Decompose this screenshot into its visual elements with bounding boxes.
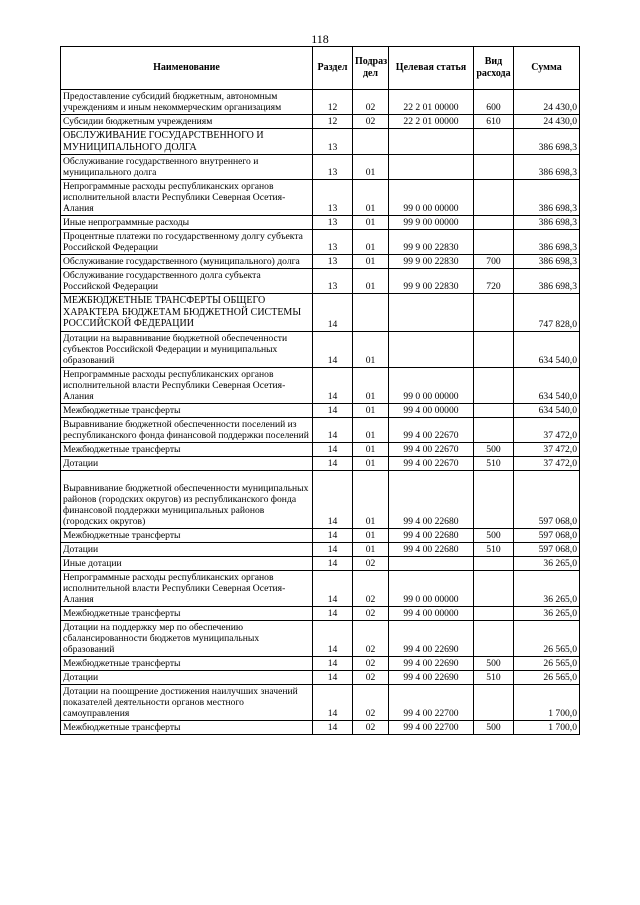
cell-name: Непрограммные расходы республиканских органов исполнительной власти Республики Северная Осетия-Алания [61,367,313,403]
cell-section: 13 [313,155,353,180]
cell-name: Межбюджетные трансферты [61,528,313,542]
cell-expense-type [474,230,514,255]
cell-target [389,294,474,332]
table-row [61,442,580,456]
cell-subsection: 01 [353,331,389,367]
cell-expense-type [474,129,514,155]
cell-target: 99 4 00 22700 [389,720,474,734]
cell-subsection: 02 [353,684,389,720]
header-section: Раздел [313,47,353,90]
header-name: Наименование [61,47,313,90]
cell-section: 13 [313,216,353,230]
cell-section: 14 [313,442,353,456]
cell-subsection: 01 [353,456,389,470]
cell-section: 12 [313,90,353,115]
cell-expense-type [474,294,514,332]
cell-target [389,129,474,155]
cell-expense-type [474,331,514,367]
cell-target: 99 0 00 00000 [389,570,474,606]
cell-expense-type: 500 [474,720,514,734]
table-row [61,670,580,684]
table-row [61,216,580,230]
cell-amount: 386 698,3 [514,255,580,269]
cell-name: Обслуживание государственного (муниципального) долга [61,255,313,269]
cell-name: Обслуживание государственного внутреннего и муниципального долга [61,155,313,180]
cell-name-text: Выравнивание бюджетной обеспеченности муниципальных районов (городских округов) из республиканского фонда финансовой поддержки муниципальных районов (городских округов) [63,482,309,527]
table-row [61,403,580,417]
cell-amount: 634 540,0 [514,367,580,403]
cell-amount: 37 472,0 [514,417,580,442]
cell-expense-type: 610 [474,115,514,129]
cell-subsection: 01 [353,269,389,294]
cell-amount: 37 472,0 [514,456,580,470]
table-row [61,456,580,470]
cell-subsection: 02 [353,90,389,115]
cell-expense-type [474,684,514,720]
cell-subsection: 01 [353,470,389,528]
cell-name: Субсидии бюджетным учреждениям [61,115,313,129]
cell-subsection: 01 [353,255,389,269]
table-row [61,684,580,720]
cell-subsection: 02 [353,115,389,129]
table-row [61,90,580,115]
cell-expense-type [474,417,514,442]
cell-name: Непрограммные расходы республиканских органов исполнительной власти Республики Северная Осетия-Алания [61,570,313,606]
table-row [61,269,580,294]
cell-amount: 26 565,0 [514,670,580,684]
cell-name: Дотации [61,456,313,470]
cell-expense-type [474,403,514,417]
cell-target: 99 4 00 22690 [389,656,474,670]
cell-expense-type [474,570,514,606]
cell-name: Дотации [61,542,313,556]
table-row [61,155,580,180]
cell-expense-type [474,180,514,216]
cell-subsection: 01 [353,155,389,180]
table-row [61,255,580,269]
cell-target: 22 2 01 00000 [389,115,474,129]
cell-amount: 386 698,3 [514,230,580,255]
cell-target: 22 2 01 00000 [389,90,474,115]
cell-name: Межбюджетные трансферты [61,606,313,620]
table-row [61,620,580,656]
table-row [61,129,580,155]
cell-amount: 386 698,3 [514,129,580,155]
cell-amount: 24 430,0 [514,90,580,115]
cell-section: 12 [313,115,353,129]
table-row [61,720,580,734]
cell-name: Межбюджетные трансферты [61,442,313,456]
cell-expense-type: 510 [474,542,514,556]
cell-section: 14 [313,403,353,417]
cell-expense-type [474,470,514,528]
cell-target: 99 9 00 22830 [389,255,474,269]
cell-section: 14 [313,656,353,670]
cell-amount: 26 565,0 [514,656,580,670]
cell-target: 99 0 00 00000 [389,180,474,216]
cell-section: 13 [313,230,353,255]
table-row [61,470,580,528]
cell-amount: 386 698,3 [514,155,580,180]
cell-amount: 634 540,0 [514,331,580,367]
cell-subsection [353,294,389,332]
table-row [61,570,580,606]
cell-name: ОБСЛУЖИВАНИЕ ГОСУДАРСТВЕННОГО И МУНИЦИПАЛЬНОГО ДОЛГА [61,129,313,155]
cell-section: 14 [313,367,353,403]
cell-target: 99 9 00 00000 [389,216,474,230]
cell-expense-type [474,216,514,230]
table-row [61,331,580,367]
cell-section: 14 [313,670,353,684]
cell-section: 14 [313,570,353,606]
cell-expense-type [474,155,514,180]
cell-name: Межбюджетные трансферты [61,403,313,417]
cell-name: Дотации на выравнивание бюджетной обеспеченности субъектов Российской Федерации и муниципальных образований [61,331,313,367]
cell-subsection: 01 [353,180,389,216]
cell-subsection: 02 [353,570,389,606]
cell-subsection: 01 [353,442,389,456]
cell-name: Процентные платежи по государственному долгу субъекта Российской Федерации [61,230,313,255]
cell-section: 14 [313,456,353,470]
cell-section: 13 [313,180,353,216]
cell-section: 14 [313,417,353,442]
cell-subsection: 02 [353,556,389,570]
cell-amount: 1 700,0 [514,720,580,734]
cell-target [389,155,474,180]
cell-section: 14 [313,606,353,620]
cell-amount: 597 068,0 [514,470,580,528]
cell-amount: 386 698,3 [514,180,580,216]
cell-section: 14 [313,470,353,528]
cell-target [389,556,474,570]
table-row [61,556,580,570]
cell-name: Межбюджетные трансферты [61,720,313,734]
cell-amount: 386 698,3 [514,216,580,230]
cell-expense-type: 600 [474,90,514,115]
cell-amount: 634 540,0 [514,403,580,417]
cell-target [389,331,474,367]
cell-name: Дотации на поддержку мер по обеспечению сбалансированности бюджетов муниципальных образований [61,620,313,656]
cell-section: 14 [313,556,353,570]
cell-amount: 597 068,0 [514,528,580,542]
cell-expense-type: 500 [474,528,514,542]
cell-subsection: 01 [353,367,389,403]
cell-section: 13 [313,269,353,294]
cell-section: 14 [313,684,353,720]
table-row [61,528,580,542]
cell-target: 99 4 00 22670 [389,417,474,442]
cell-target: 99 0 00 00000 [389,367,474,403]
row-spacer [63,472,310,483]
table-body [61,90,580,735]
page-number: 118 [311,32,329,46]
cell-target: 99 4 00 00000 [389,606,474,620]
cell-name: Выравнивание бюджетной обеспеченности поселений из республиканского фонда финансовой поддержки поселений [61,417,313,442]
cell-name: Обслуживание государственного долга субъекта Российской Федерации [61,269,313,294]
table-row [61,656,580,670]
cell-section: 14 [313,528,353,542]
table-row [61,417,580,442]
cell-name [61,470,313,528]
cell-expense-type: 510 [474,670,514,684]
cell-name: МЕЖБЮДЖЕТНЫЕ ТРАНСФЕРТЫ ОБЩЕГО ХАРАКТЕРА БЮДЖЕТАМ БЮДЖЕТНОЙ СИСТЕМЫ РОССИЙСКОЙ ФЕДЕРАЦИИ [61,294,313,332]
budget-table [60,46,580,735]
cell-expense-type: 700 [474,255,514,269]
cell-subsection: 01 [353,230,389,255]
cell-amount: 386 698,3 [514,269,580,294]
cell-section: 14 [313,720,353,734]
cell-name: Иные непрограммные расходы [61,216,313,230]
cell-target: 99 4 00 00000 [389,403,474,417]
header-expense-type: Вид расхода [474,47,514,90]
cell-target: 99 9 00 22830 [389,230,474,255]
cell-subsection [353,129,389,155]
cell-expense-type [474,556,514,570]
cell-subsection: 02 [353,656,389,670]
cell-amount: 36 265,0 [514,556,580,570]
cell-target: 99 4 00 22700 [389,684,474,720]
table-row [61,180,580,216]
cell-expense-type [474,606,514,620]
cell-name: Иные дотации [61,556,313,570]
cell-target: 99 4 00 22670 [389,442,474,456]
cell-section: 13 [313,129,353,155]
cell-expense-type: 500 [474,656,514,670]
cell-amount: 36 265,0 [514,606,580,620]
header-target: Целевая статья [389,47,474,90]
cell-expense-type: 500 [474,442,514,456]
cell-amount: 36 265,0 [514,570,580,606]
cell-target: 99 4 00 22680 [389,528,474,542]
cell-name: Межбюджетные трансферты [61,656,313,670]
cell-target: 99 4 00 22690 [389,670,474,684]
cell-amount: 37 472,0 [514,442,580,456]
table-header-row [61,47,580,90]
table-row [61,606,580,620]
cell-target: 99 4 00 22680 [389,542,474,556]
cell-subsection: 02 [353,670,389,684]
cell-name: Дотации на поощрение достижения наилучших значений показателей деятельности органов местного самоуправления [61,684,313,720]
cell-expense-type: 720 [474,269,514,294]
cell-subsection: 02 [353,606,389,620]
cell-target: 99 4 00 22670 [389,456,474,470]
cell-subsection: 02 [353,620,389,656]
cell-target: 99 4 00 22680 [389,470,474,528]
table-row [61,230,580,255]
cell-name: Дотации [61,670,313,684]
cell-expense-type [474,620,514,656]
cell-target: 99 4 00 22690 [389,620,474,656]
cell-amount: 26 565,0 [514,620,580,656]
cell-target: 99 9 00 22830 [389,269,474,294]
cell-subsection: 01 [353,417,389,442]
cell-section: 13 [313,255,353,269]
cell-subsection: 01 [353,542,389,556]
table-row [61,542,580,556]
cell-expense-type: 510 [474,456,514,470]
cell-amount: 597 068,0 [514,542,580,556]
cell-name: Непрограммные расходы республиканских органов исполнительной власти Республики Северная Осетия-Алания [61,180,313,216]
cell-subsection: 02 [353,720,389,734]
cell-expense-type [474,367,514,403]
cell-section: 14 [313,294,353,332]
cell-name: Предоставление субсидий бюджетным, автономным учреждениям и иным некоммерческим организациям [61,90,313,115]
cell-subsection: 01 [353,403,389,417]
cell-subsection: 01 [353,216,389,230]
cell-section: 14 [313,620,353,656]
cell-amount: 747 828,0 [514,294,580,332]
cell-section: 14 [313,542,353,556]
cell-amount: 1 700,0 [514,684,580,720]
cell-subsection: 01 [353,528,389,542]
table-row [61,294,580,332]
table-row [61,115,580,129]
cell-section: 14 [313,331,353,367]
header-amount: Сумма [514,47,580,90]
header-subsection: Подраз дел [353,47,389,90]
cell-amount: 24 430,0 [514,115,580,129]
table-row [61,367,580,403]
